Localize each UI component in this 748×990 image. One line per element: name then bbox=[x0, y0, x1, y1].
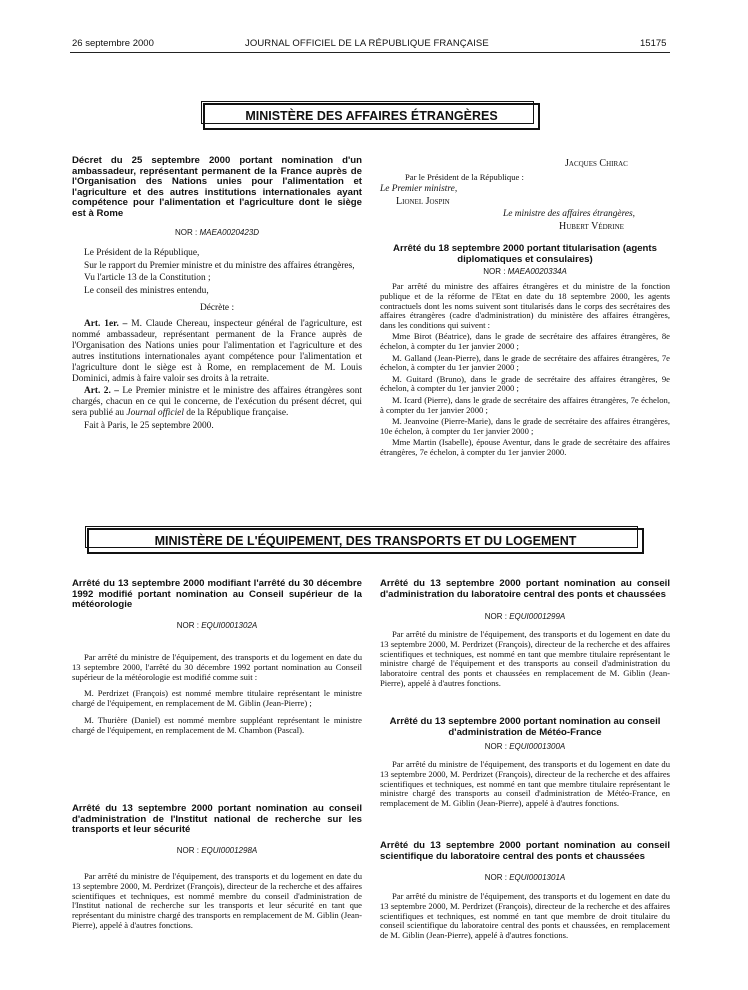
arrete-inrets-body bbox=[72, 872, 362, 931]
ministry-title: MINISTÈRE DE L'ÉQUIPEMENT, DES TRANSPORTS ET DU LOGEMENT bbox=[154, 534, 577, 548]
page-number: 15175 bbox=[640, 38, 667, 49]
signature-jospin: Lionel Jospin bbox=[396, 196, 450, 207]
nor-label: NOR : bbox=[483, 267, 506, 276]
nor-code: EQUI0001301A bbox=[509, 873, 566, 882]
arrete-inrets-title: Arrêté du 13 septembre 2000 portant nomination au conseil d'administration de l'Institut national de recherche sur les transports et leur sécurité bbox=[72, 803, 362, 836]
arrete-meteorologie-body bbox=[72, 653, 362, 736]
list-item: M. Jeanvoine (Pierre-Marie), dans le grade de secrétaire des affaires étrangères, 10e échelon, à compter du 1er janvier 2000 ; bbox=[380, 415, 670, 436]
arrete-lcpc-cs-title: Arrêté du 13 septembre 2000 portant nomination au conseil scientifique du laboratoire central des ponts et chaussées bbox=[380, 840, 670, 862]
decree-nor bbox=[72, 228, 362, 237]
arrete-meteorologie-title: Arrêté du 13 septembre 2000 modifiant l'arrêté du 30 décembre 1992 modifié portant nomination au Conseil supérieur de la météorologie bbox=[72, 578, 362, 611]
list-item: M. Guitard (Bruno), dans le grade de secrétaire des affaires étrangères, 9e échelon, à compter du 1er janvier 2000 ; bbox=[380, 373, 670, 394]
nor-code: MAEA0020423D bbox=[199, 228, 260, 237]
arrete-meteofrance-body bbox=[380, 760, 670, 809]
nor-code: EQUI0001300A bbox=[509, 742, 566, 751]
arrete-para: Par arrêté du ministre de l'équipement, des transports et du logement en date du 13 septembre 2000, M. Perdrizet (François), directeur de la recherche et des affaires scientifiques et techniques, est nommé en tant que membre de droit titulaire du conseil scientifique du laboratoire central des ponts et chaussées, en remplacement de M. Giblin (Jean-Pierre), appelé à d'autres fonctions. bbox=[380, 891, 670, 941]
nor-label: NOR : bbox=[174, 228, 198, 237]
arrete-meteofrance-title: Arrêté du 13 septembre 2000 portant nomination au conseil d'administration de Météo-France bbox=[389, 716, 661, 738]
arrete-lcpc-ca-body bbox=[380, 630, 670, 689]
journal-ref: Journal officiel bbox=[126, 408, 184, 418]
article-text: de la République française. bbox=[186, 408, 289, 418]
ministry-heading-equipement bbox=[87, 528, 644, 554]
list-item: M. Galland (Jean-Pierre), dans le grade de secrétaire des affaires étrangères, 7e échelon, à compter du 1er janvier 2000 ; bbox=[380, 352, 670, 373]
decree-title: Décret du 25 septembre 2000 portant nomination d'un ambassadeur, représentant permanent de la France auprès de l'Organisation des Nations unies pour l'alimentation et l'agriculture et des autres institutions internationales ayant compétence pour l'alimentation et l'agriculture dont le siège est à Rome bbox=[72, 155, 362, 219]
arrete-para: M. Perdrizet (François) est nommé membre titulaire représentant le ministre chargé de l'équipement, en remplacement de M. Giblin (Jean-Pierre) ; bbox=[72, 688, 362, 709]
signature-chirac: Jacques Chirac bbox=[565, 158, 628, 169]
ministre-label: Le ministre des affaires étrangères, bbox=[503, 209, 636, 219]
article-label: Art. 2. – bbox=[84, 386, 119, 396]
arrete-titularisation-nor bbox=[380, 267, 670, 276]
list-item: Mme Birot (Béatrice), dans le grade de secrétaire des affaires étrangères, 8e échelon, à compter du 1er janvier 2000 ; bbox=[380, 331, 670, 352]
page-date: 26 septembre 2000 bbox=[72, 38, 154, 49]
journal-title: JOURNAL OFFICIEL DE LA RÉPUBLIQUE FRANÇAISE bbox=[245, 38, 489, 49]
arrete-lcpc-cs-nor bbox=[380, 873, 670, 882]
signature-vedrine: Hubert Védrine bbox=[559, 221, 624, 232]
nor-label: NOR : bbox=[176, 846, 199, 855]
decree-para: Vu l'article 13 de la Constitution ; bbox=[84, 273, 211, 283]
decree-article-1 bbox=[72, 319, 362, 385]
ministry-title: MINISTÈRE DES AFFAIRES ÉTRANGÈRES bbox=[245, 109, 498, 123]
decree-decrete: Décrète : bbox=[199, 302, 235, 313]
nor-label: NOR : bbox=[484, 612, 507, 621]
decree-para: Le Président de la République, bbox=[84, 248, 200, 258]
arrete-meteorologie-nor bbox=[72, 621, 362, 630]
decree-para: Sur le rapport du Premier ministre et du ministre des affaires étrangères, bbox=[84, 260, 355, 271]
arrete-meteofrance-nor bbox=[380, 742, 670, 751]
decree-para: Le conseil des ministres entendu, bbox=[84, 285, 209, 296]
arrete-titularisation-title: Arrêté du 18 septembre 2000 portant titularisation (agents diplomatiques et consulaires) bbox=[393, 243, 657, 265]
nor-code: EQUI0001299A bbox=[509, 612, 566, 621]
arrete-intro: Par arrêté du ministre des affaires étrangères et du ministre de la fonction publique et de la réforme de l'Etat en date du 18 septembre 2000, les agents contractuels dont les noms suivent sont titularisés dans le corps des secrétaires des affaires étrangères (cadre d'administration) du ministère des affaires étrangères, dans les conditions qui suivent : bbox=[380, 281, 670, 331]
list-item: Mme Martin (Isabelle), épouse Aventur, dans le grade de secrétaire des affaires étrangères, 7e échelon, à compter du 1er janvier 2000. bbox=[380, 436, 670, 457]
decree-body bbox=[72, 248, 362, 432]
ministry-heading-affaires-etrangeres bbox=[203, 103, 540, 130]
article-text: Le Premier ministre et le ministre des affaires étrangères sont chargés, chacun en ce qui le concerne, de l'exécution du présent décret, qui sera publié au bbox=[72, 386, 363, 418]
arrete-lcpc-ca-title: Arrêté du 13 septembre 2000 portant nomination au conseil d'administration du laboratoire central des ponts et chaussées bbox=[380, 578, 670, 600]
nor-code: EQUI0001298A bbox=[201, 846, 258, 855]
arrete-inrets-nor bbox=[72, 846, 362, 855]
decree-article-2 bbox=[72, 386, 362, 419]
premier-ministre-label: Le Premier ministre, bbox=[380, 184, 458, 194]
par-le-president: Par le Président de la République : bbox=[405, 172, 524, 182]
nor-label: NOR : bbox=[484, 742, 507, 751]
arrete-titularisation-body bbox=[380, 282, 670, 458]
arrete-para: Par arrêté du ministre de l'équipement, des transports et du logement en date du 13 septembre 2000, M. Perdrizet (François), directeur de la recherche et des affaires scientifiques et techniques, est nommé membre du conseil d'administration de l'Institut national de recherche sur les transports et leur sécurité en tant que représentant du ministre chargé des transports en remplacement de M. Giblin (Jean-Pierre), appelé à d'autres fonctions. bbox=[72, 871, 362, 930]
nor-label: NOR : bbox=[484, 873, 507, 882]
list-item: M. Icard (Pierre), dans le grade de secrétaire des affaires étrangères, 7e échelon, à compter du 1er janvier 2000 ; bbox=[380, 394, 670, 415]
article-label: Art. 1er. – bbox=[84, 318, 128, 329]
article-text: M. Claude Chereau, inspecteur général de l'agriculture, est nommé ambassadeur, représentant permanent de la France auprès de l'Organisation des Nations unies pour l'alimentation et l'agriculture et des autres institutions internationales ayant compétence pour l'alimentation et l'agriculture dont le siège est à Rome, en remplacement de M. Louis Dominici, admis à faire valoir ses droits à la retraite. bbox=[72, 318, 362, 384]
header-rule bbox=[70, 52, 670, 53]
arrete-lcpc-ca-nor bbox=[380, 612, 670, 621]
arrete-para: Par arrêté du ministre de l'équipement, des transports et du logement en date du 13 septembre 2000, M. Perdrizet (François), directeur de la recherche et des affaires scientifiques et techniques, est nommé en tant que membre titulaire représentant le ministre chargé de l'équipement et des transports au conseil d'administration du laboratoire central des ponts et chaussées en remplacement de M. Giblin (Jean-Pierre), appelé à d'autres fonctions. bbox=[380, 629, 670, 688]
nor-code: EQUI0001302A bbox=[201, 621, 258, 630]
arrete-para: Par arrêté du ministre de l'équipement, des transports et du logement en date du 13 septembre 2000, M. Perdrizet (François), directeur de la recherche et des affaires scientifiques et techniques, est nommé en tant que membre titulaire représentant le ministre chargé des transports au conseil d'administration de Météo-France, en remplacement de M. Giblin (Jean-Pierre), appelé à d'autres fonctions. bbox=[380, 759, 670, 809]
arrete-para: Par arrêté du ministre de l'équipement, des transports et du logement en date du 13 septembre 2000, l'arrêté du 30 décembre 1992 portant nomination au Conseil supérieur de la météorologie est modifié comme suit : bbox=[72, 652, 362, 682]
nor-label: NOR : bbox=[176, 621, 199, 630]
nor-code: MAEA0020334A bbox=[507, 267, 567, 276]
arrete-lcpc-cs-body bbox=[380, 892, 670, 941]
arrete-para: M. Thurière (Daniel) est nommé membre suppléant représentant le ministre chargé de l'équipement, en remplacement de M. Chambon (Pascal). bbox=[72, 714, 362, 735]
decree-fait: Fait à Paris, le 25 septembre 2000. bbox=[84, 420, 214, 431]
